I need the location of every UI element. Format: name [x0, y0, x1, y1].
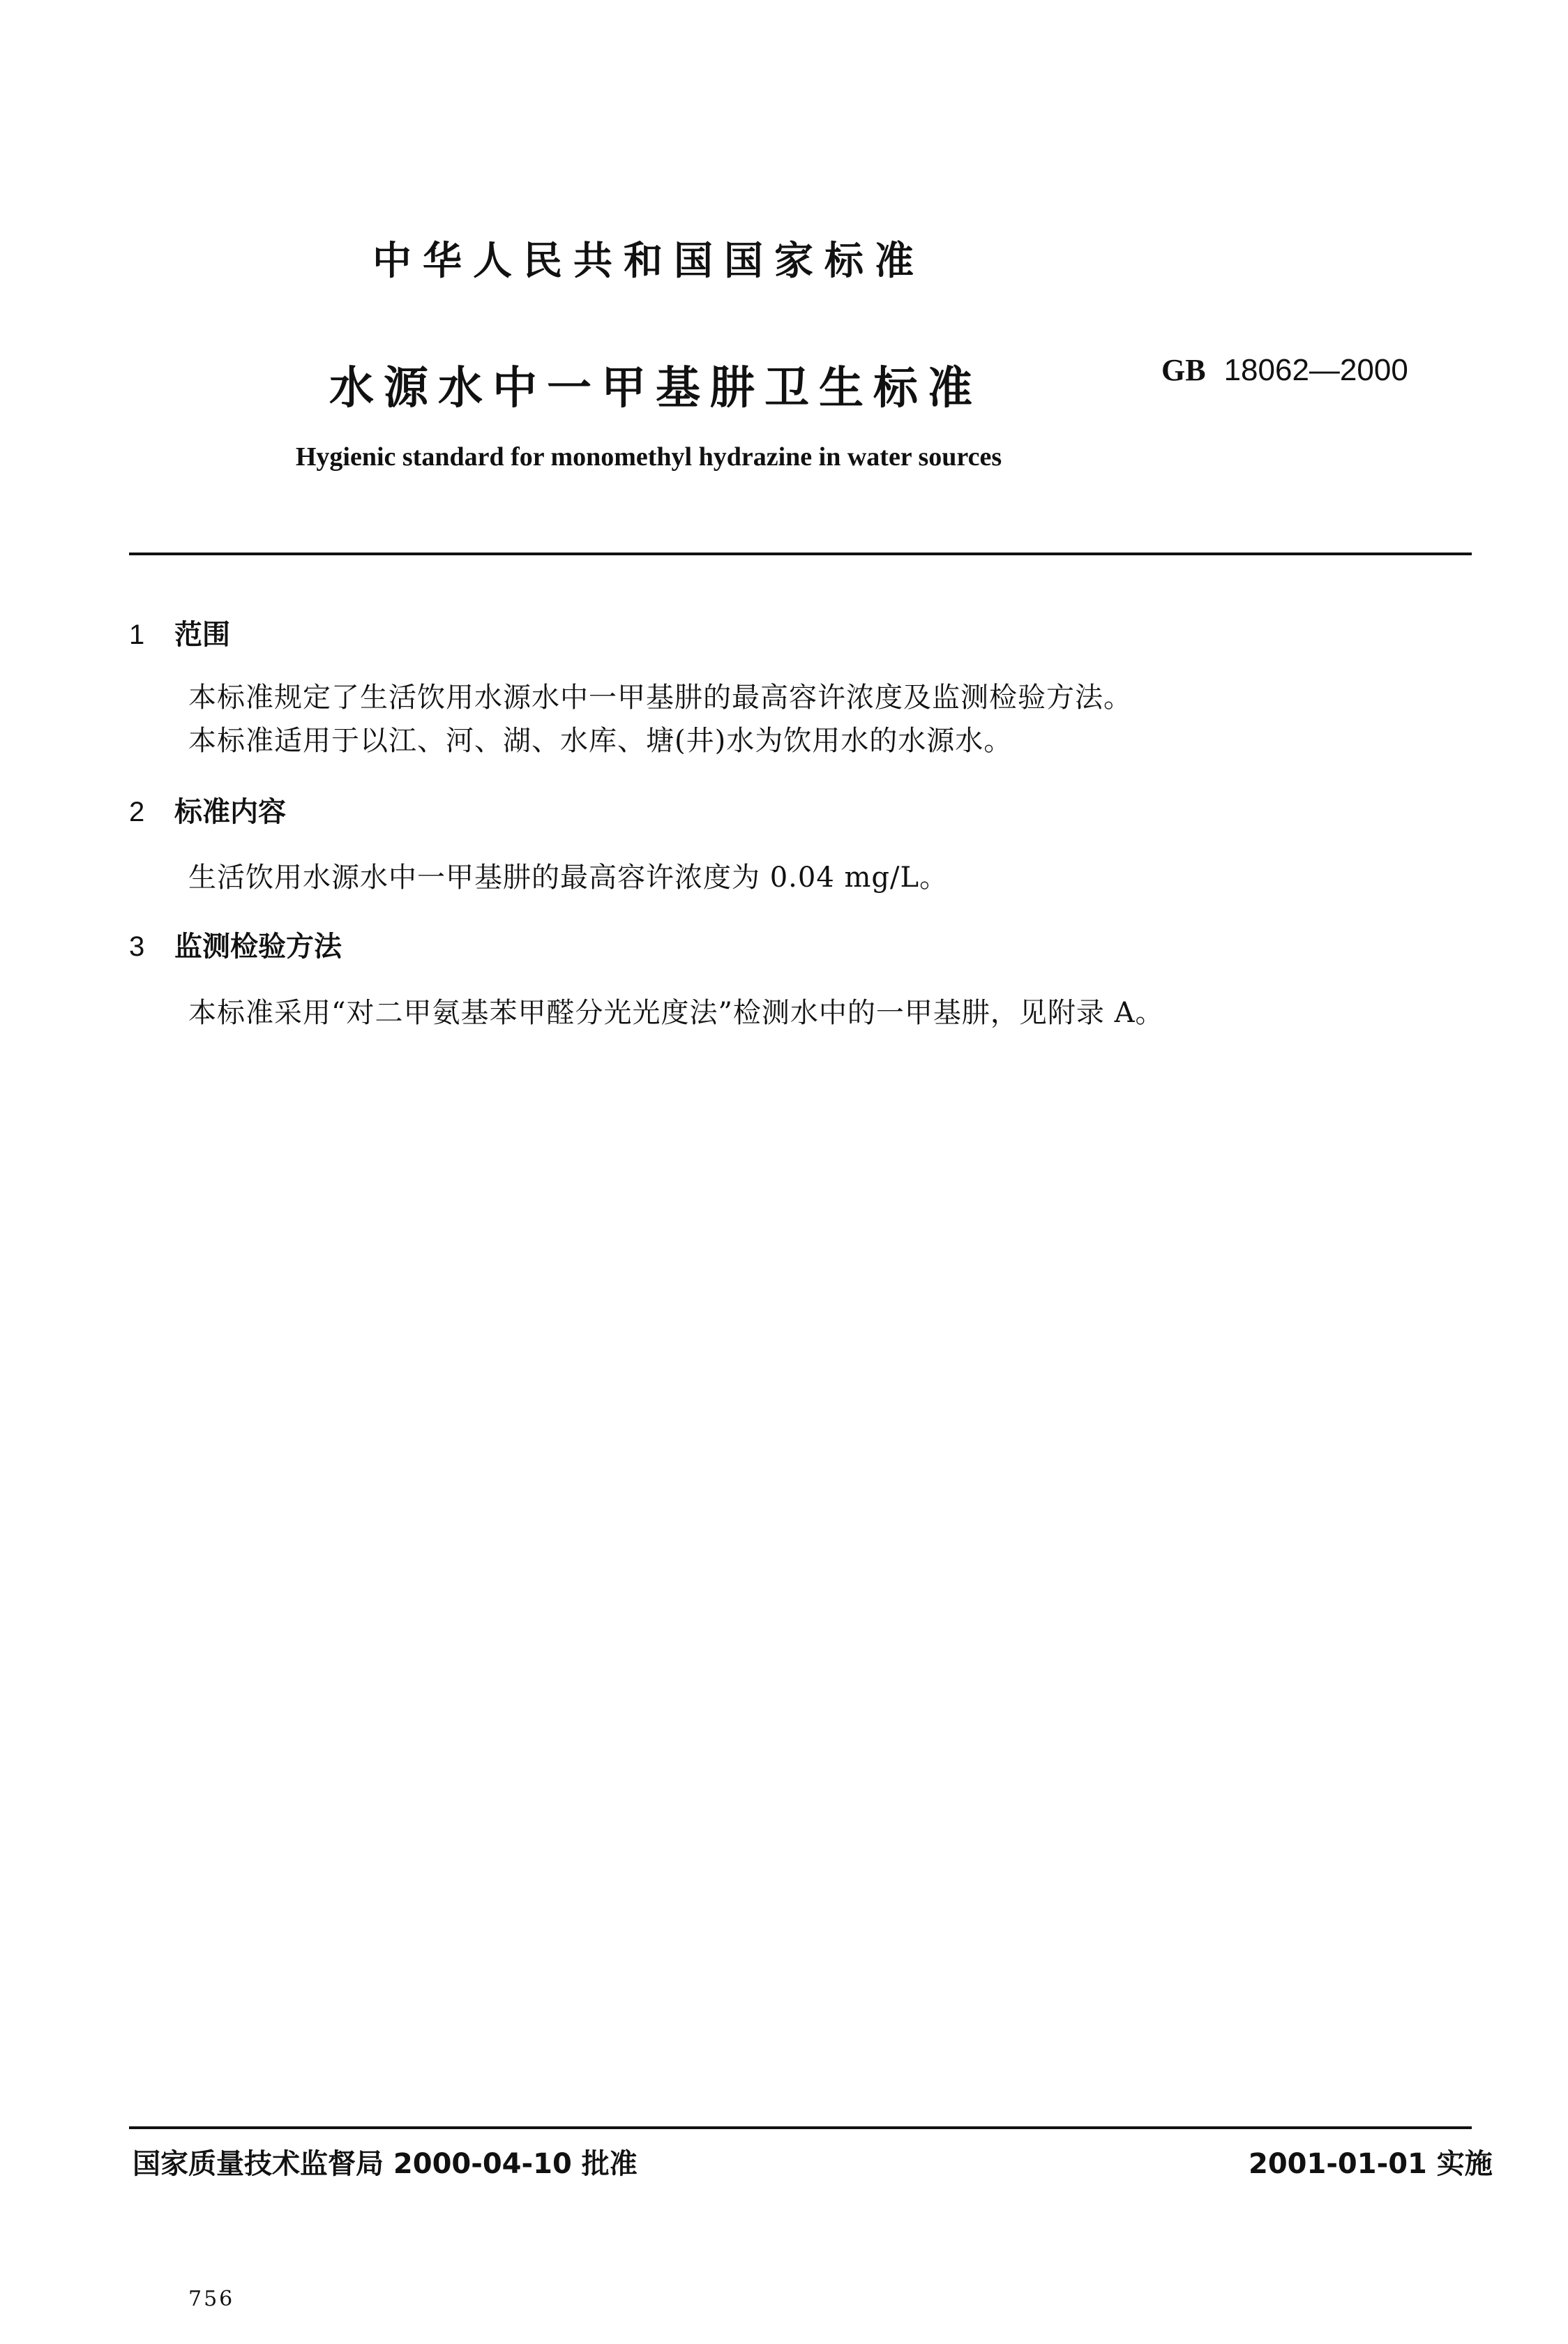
section-3-paragraph-1: 本标准采用“对二甲氨基苯甲醛分光光度法”检测水中的一甲基肼，见附录 A。 — [188, 997, 1164, 1029]
section-3-heading — [129, 924, 342, 964]
page-number: 756 — [188, 2287, 235, 2311]
national-standard-heading: 中华人民共和国国家标准 — [372, 239, 925, 284]
section-1-heading — [129, 613, 230, 652]
footer-divider — [129, 2126, 1472, 2129]
section-2-paragraph-1: 生活饮用水源水中一甲基肼的最高容许浓度为 0.04 mg/L。 — [188, 862, 949, 894]
standard-code — [1161, 352, 1408, 388]
section-title: 标准内容 — [174, 796, 286, 828]
section-number: 3 — [129, 931, 145, 962]
section-number: 2 — [129, 797, 145, 827]
standard-code-number: 18062—2000 — [1223, 353, 1408, 387]
document-title: 水源水中一甲基肼卫生标准 — [329, 363, 982, 414]
standard-code-prefix: GB — [1161, 353, 1206, 387]
english-title: Hygienic standard for monomethyl hydrazine in water sources — [295, 442, 1002, 472]
section-title: 监测检验方法 — [174, 931, 342, 963]
section-number: 1 — [129, 619, 145, 650]
approval-line: 国家质量技术监督局 2000-04-10 批准 — [133, 2148, 638, 2180]
section-title: 范围 — [174, 619, 230, 651]
section-1-paragraph-2: 本标准适用于以江、河、湖、水库、塘(井)水为饮用水的水源水。 — [188, 725, 1013, 757]
section-2-heading — [129, 790, 286, 829]
section-1-paragraph-1: 本标准规定了生活饮用水源水中一甲基肼的最高容许浓度及监测检验方法。 — [188, 682, 1132, 714]
header-divider — [129, 553, 1472, 555]
implementation-line: 2001-01-01 实施 — [1249, 2148, 1493, 2180]
